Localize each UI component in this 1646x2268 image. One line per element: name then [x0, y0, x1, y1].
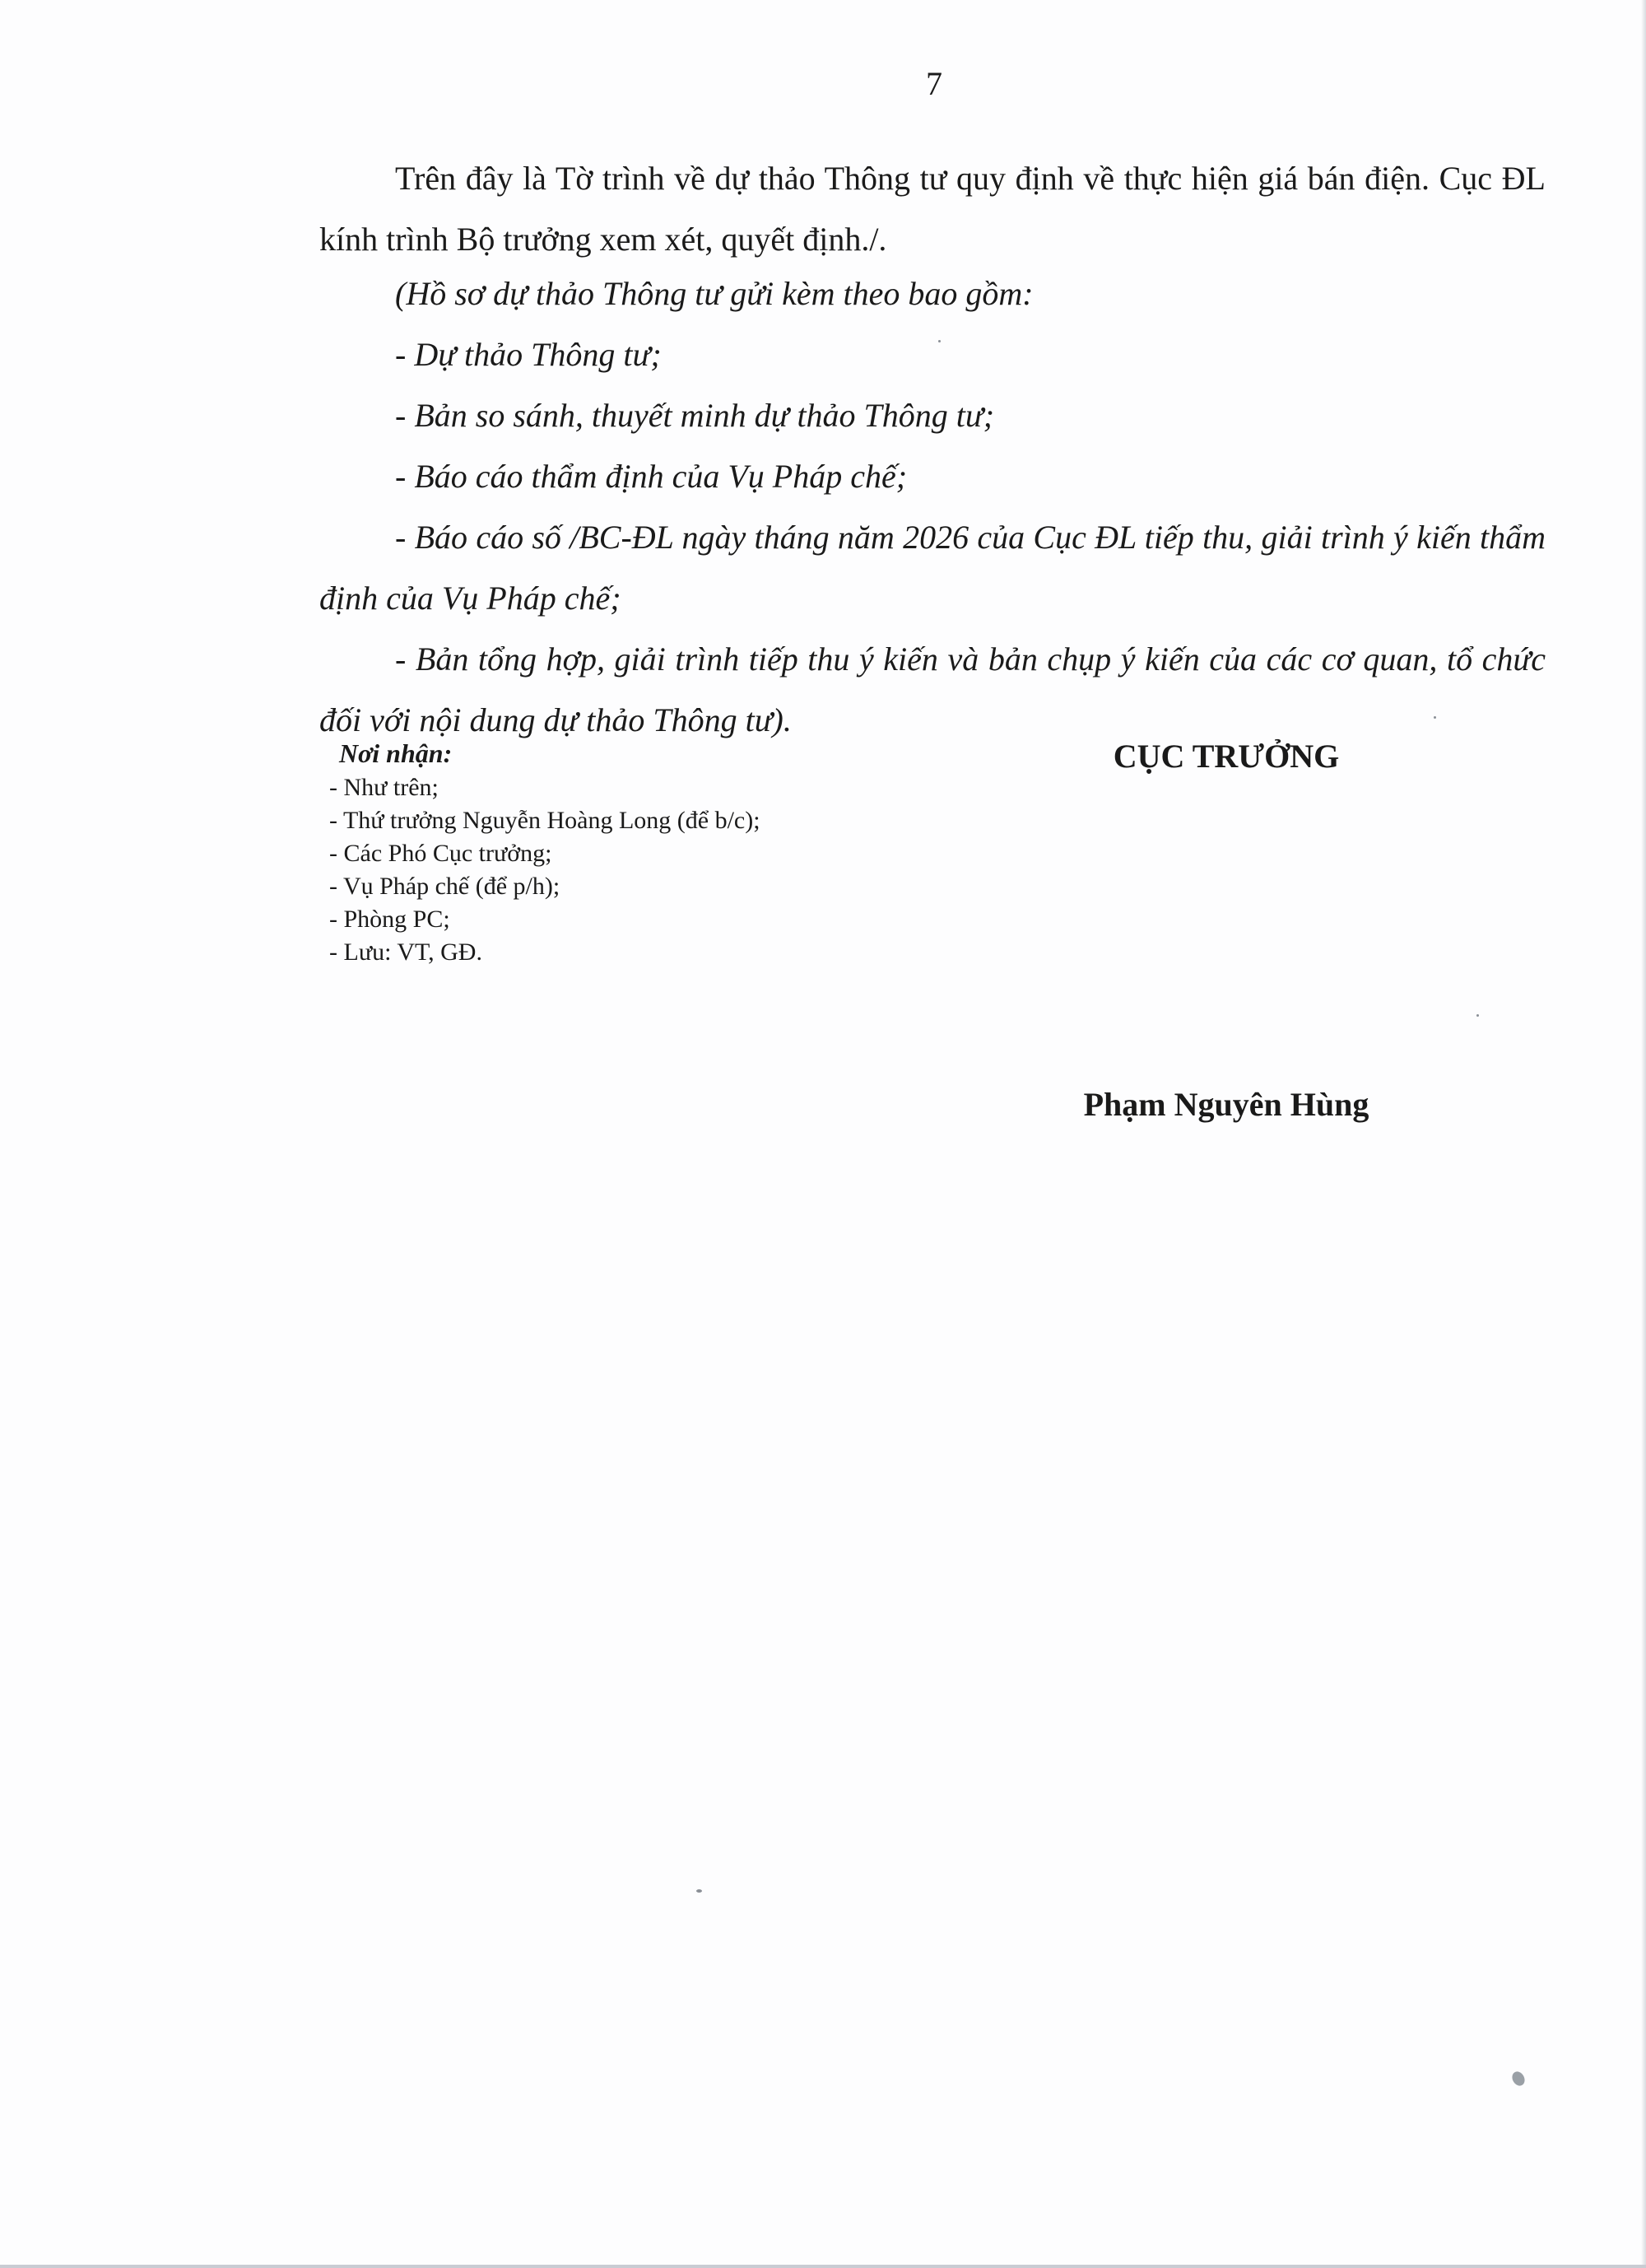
attachments-block [319, 263, 1546, 751]
recipient-item: - Lưu: VT, GĐ. [329, 938, 482, 966]
attachment-item: - Bản so sánh, thuyết minh dự thảo Thông tư; [395, 397, 995, 434]
scan-speck [938, 340, 941, 342]
intro-paragraph-block [319, 148, 1546, 270]
scan-speck [1434, 716, 1436, 719]
attachment-item: - Báo cáo thẩm định của Vụ Pháp chế; [395, 458, 908, 495]
attachment-item: - Báo cáo số /BC-ĐL ngày tháng năm 2026 của Cục ĐL tiếp thu, giải trình ý kiến thẩm định của Vụ Pháp chế; [319, 519, 1546, 617]
scan-edge-right [1641, 0, 1646, 2268]
attachment-item: - Dự thảo Thông tư; [395, 336, 662, 373]
attachment-item: - Bản tổng hợp, giải trình tiếp thu ý kiến và bản chụp ý kiến của các cơ quan, tổ chức đối với nội dung dự thảo Thông tư). [319, 640, 1546, 738]
scan-speck [696, 1889, 702, 1893]
signature-title: CỤC TRƯỞNG [1113, 738, 1340, 775]
recipient-item: - Vụ Pháp chế (để p/h); [329, 873, 560, 900]
recipient-item: - Thứ trưởng Nguyễn Hoàng Long (để b/c); [329, 807, 760, 834]
scan-speck [1509, 2070, 1527, 2089]
recipients-block [329, 737, 760, 969]
recipient-item: - Như trên; [329, 774, 439, 801]
recipients-list [329, 771, 760, 969]
recipient-item: - Các Phó Cục trưởng; [329, 840, 552, 867]
recipient-item: - Phòng PC; [329, 906, 450, 933]
intro-paragraph: Trên đây là Tờ trình về dự thảo Thông tư quy định về thực hiện giá bán điện. Cục ĐL kính trình Bộ trưởng xem xét, quyết định./. [319, 160, 1546, 258]
attachments-heading: (Hồ sơ dự thảo Thông tư gửi kèm theo bao gồm: [395, 275, 1034, 312]
recipients-heading: Nơi nhận: [339, 738, 453, 768]
scan-edge-bottom [0, 2265, 1646, 2268]
scan-speck [1476, 1014, 1479, 1017]
signer-name: Phạm Nguyên Hùng [1083, 1086, 1369, 1123]
page-number: 7 [926, 65, 942, 102]
